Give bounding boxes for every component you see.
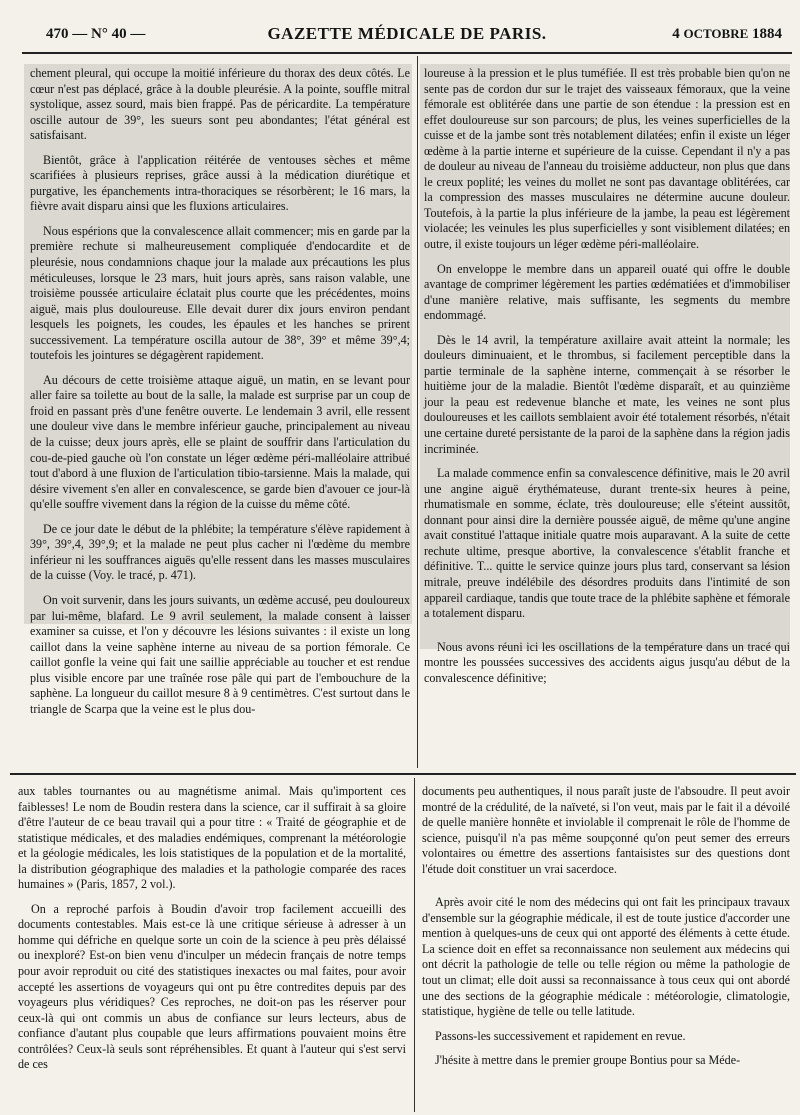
paragraph: De ce jour date le début de la phlébite; la température s'élève rapidement à 39°, 39°,4, 39°,9; et la malade ne peut plus cacher ni l'œdème du membre inférieur ni les souffrances aiguës qu'elle ressent dans les masses musculaires de la cuisse (Voy. le tracé, p. 471). bbox=[30, 521, 410, 583]
feuilleton-column-left bbox=[18, 784, 406, 1073]
date-month: OCTOBRE bbox=[683, 26, 749, 41]
article-column-right bbox=[424, 66, 790, 686]
paragraph: On voit survenir, dans les jours suivants, un œdème accusé, peu douloureux par lui-même, blafard. Le 9 avril seulement, la malade consent à laisser examiner sa cuisse, et l'on y découvre les lésions suivantes : il existe un long caillot dans la veine saphène interne au niveau de sa portion fémorale. Ce caillot gonfle la veine qui fait une saillie appréciable au toucher et est rendue plus visible encore par une traînée rose pâle qui part de l'embouchure de la saphène. La longueur du caillot mesure 8 à 9 centimètres. C'est surtout dans le triangle de Scarpa que la veine est le plus dou- bbox=[30, 592, 410, 716]
paragraph: On enveloppe le membre dans un appareil ouaté qui offre le double avantage de comprimer légèrement les parties œdématiées et d'immobiliser d'une manière relative, mais suffisante, les segments du membre endommagé. bbox=[424, 261, 790, 323]
bleed-through-area bbox=[426, 705, 791, 767]
paragraph: Nous espérions que la convalescence allait commencer; mis en garde par la première rechute si malheureusement compliquée d'endocardite et de pleurésie, nous condamnions chaque jour la malade aux précautions les plus méticuleuses, lorsque le 23 mars, huit jours après, sans raison valable, une troisième poussée articulaire éclatait plus courte que les précédentes, moins aiguë, mais plus douloureuse. Elle devait durer dix jours environ pendant lesquels les poignets, les coudes, les épaules et les hanches se prirent successivement. La température oscilla autour de 38°, 39° et même 39°,4; toutefois les jointures se dégagèrent rapidement. bbox=[30, 223, 410, 363]
paragraph: loureuse à la pression et le plus tuméfiée. Il est très probable bien qu'on ne sente pas de cordon dur sur le trajet des vaisseaux fémoraux, que la veine fémorale est oblitérée dans une partie de son étendue : la pression est en effet douloureuse sur son parcours; de plus, les veines superficielles de la cuisse et de la jambe sont très notablement dilatées; enfin il existe un léger œdème à la partie interne et supérieure de la cuisse. Cependant il n'y a pas de douleur au niveau de l'anneau du troisième adducteur, non plus que dans le creux poplité; les veines du mollet ne sont pas davantage oblitérées, car la compression des masses musculaires ne détermine aucune douleur. Toutefois, à la partie la plus inférieure de la jambe, la peau est légèrement violacée; les veinules les plus superficielles y sont visiblement dilatées; en outre, il existe toujours un léger œdème péri-malléolaire. bbox=[424, 66, 790, 252]
article-column-left bbox=[30, 66, 410, 717]
paragraph: Nous avons réuni ici les oscillations de la température dans un tracé qui montre les poussées successives des accidents aigus jusqu'au début de la convalescence définitive; bbox=[424, 639, 790, 685]
paragraph: Dès le 14 avril, la température axillaire avait atteint la normale; les douleurs diminuaient, et le thrombus, si facilement perceptible dans la partie terminale de la saphène interne, commençait à se résorber le huitième jour de la maladie. Bientôt l'œdème disparaît, et au quinzième jour la peau est redevenue blanche et mate, les veines ne sont plus douloureuses et les caillots semblaient avoir été totalement résorbés, n'était une certaine dureté persistante de la paroi de la saphène dans la région jadis incriminée. bbox=[424, 332, 790, 456]
issue-date bbox=[672, 26, 782, 43]
paragraph: aux tables tournantes ou au magnétisme animal. Mais qu'importent ces faiblesses! Le nom de Boudin restera dans la science, car il suffirait à sa gloire d'être l'auteur de ce beau travail qui a pour titre : « Traité de géographie et de statistique médicales, et des maladies endémiques, comprenant la météorologie et la géologie médicales, les lois statistiques de la population et de la mortalité, la distribution géographique des maladies et la pathologie comparée des races humaines » (Paris, 1857, 2 vol.). bbox=[18, 784, 406, 892]
column-divider bbox=[417, 56, 418, 768]
page-header bbox=[28, 20, 786, 46]
column-divider bbox=[414, 778, 415, 1112]
paragraph: Au décours de cette troisième attaque aiguë, un matin, en se levant pour aller faire sa toilette au bout de la salle, la malade est surprise par un coup de froid en passant près d'une fenêtre ouverte. Le lendemain 3 avril, elle ressent une douleur vive dans le membre inférieur gauche, principalement au niveau de la cuisse; deux jours après, elle se plaint de souffrir dans l'articulation du cou-de-pied gauche où l'on constate un léger œdème péri-malléolaire attribué tout d'abord à une fluxion de l'articulation tibio-tarsienne. Mais la malade, qui désire vivement s'en aller en convalescence, se garde bien d'avouer ce jour-là qu'elle souffre vivement dans la région de la cuisse du même côté. bbox=[30, 372, 410, 512]
date-day: 4 bbox=[672, 26, 680, 42]
paragraph: documents peu authentiques, il nous paraît juste de l'absoudre. Il peut avoir montré de la crédulité, de la naïveté, si l'on veut, mais par le fait il a dévoilé de quelle manière honnête et inviolable il comprenait le rôle de l'homme de science, puisqu'il n'a pas même soupçonné qu'on peut semer des erreurs volontaires ou émettre des assertions fantaisistes sur des questions dont l'étude doit constituer un vrai sacerdoce. bbox=[422, 784, 790, 876]
paragraph: Bientôt, grâce à l'application réitérée de ventouses sèches et même scarifiées à plusieurs reprises, grâce aussi à la médication diurétique et purgative, les épanchements intra-thoraciques se résorbèrent; le 16 mars, la fièvre avait disparu ainsi que les fluxions articulaires. bbox=[30, 152, 410, 214]
paragraph: On a reproché parfois à Boudin d'avoir trop facilement accueilli des documents contestables. Mais est-ce là une critique sérieuse à adresser à un homme qui défriche en quelque sorte un coin de la science à peu près délaissé ou inexploré? Est-on bien venu d'inculper un médecin français de notre temps pour avoir reproduit ou cité des statistiques inexactes ou mal faites, pour avoir accepté les assertions de voyageurs qui ont pu être contredites depuis par des voyageurs plus véridiques? Ces reproches, ne doit-on pas les réserver pour ceux-là qui ont commis un abus de confiance sur leurs lecteurs, abus de confiance d'autant plus coupable que leurs affirmations pouvaient moins être contrôlées? Ceux-là seuls sont répréhensibles. Et quant à l'auteur qui s'est servi de ces bbox=[18, 901, 406, 1072]
feuilleton-column-right bbox=[422, 784, 790, 1069]
date-year: 1884 bbox=[752, 26, 782, 42]
header-rule bbox=[22, 52, 792, 54]
paragraph: Après avoir cité le nom des médecins qui ont fait les principaux travaux d'ensemble sur la géographie médicale, il est de toute justice d'accorder une mention à quelques-uns de ceux qui ont apporté des éléments à cette étude. La science doit en effet sa reconnaissance non seulement aux médecins qui ont décrit la pathologie de telle ou telle région ou même la pathologie de tout un climat; elle doit aussi sa reconnaissance à tous ceux qui ont abordé une des sections de la géographie médicale : météorologie, climatologie, statistique, hygiène de telle ou telle latitude. bbox=[422, 895, 790, 1019]
page-number: 470 — N° 40 — bbox=[46, 26, 146, 42]
section-rule bbox=[10, 773, 796, 775]
paragraph: chement pleural, qui occupe la moitié inférieure du thorax des deux côtés. Le cœur n'est pas déplacé, grâce à la double pleurésie. A la pointe, souffle mitral systolique, assez sourd, mais bien frappé. Pas de péricardite. La température oscille autour de 39°, les sueurs sont peu abondantes; l'état général est satisfaisant. bbox=[30, 66, 410, 143]
paragraph: J'hésite à mettre dans le premier groupe Bontius pour sa Méde- bbox=[435, 1053, 741, 1068]
paragraph: Passons-les successivement et rapidement en revue. bbox=[435, 1028, 686, 1043]
journal-title: GAZETTE MÉDICALE DE PARIS. bbox=[267, 24, 547, 43]
paragraph: La malade commence enfin sa convalescence définitive, mais le 20 avril une angine aiguë érythémateuse, durant trente-six heures à peine, rhumatismale en somme, éclate, très douloureuse; elle s'éteint aussitôt, donnant pour ainsi dire la dernière poussée aiguë, de même qu'une angine avait constitué l'attaque initiale quatre mois auparavant. A la suite de cette rechute ultime, presque abortive, la convalescence s'établit franche et définitive. T... quitte le service quinze jours plus tard, conservant sa lésion mitrale, preuve indélébile des désordres produits dans l'intimité de son appareil cardiaque, tandis que toute trace de la phlébite saphène et fémorale a totalement disparu. bbox=[424, 466, 790, 621]
